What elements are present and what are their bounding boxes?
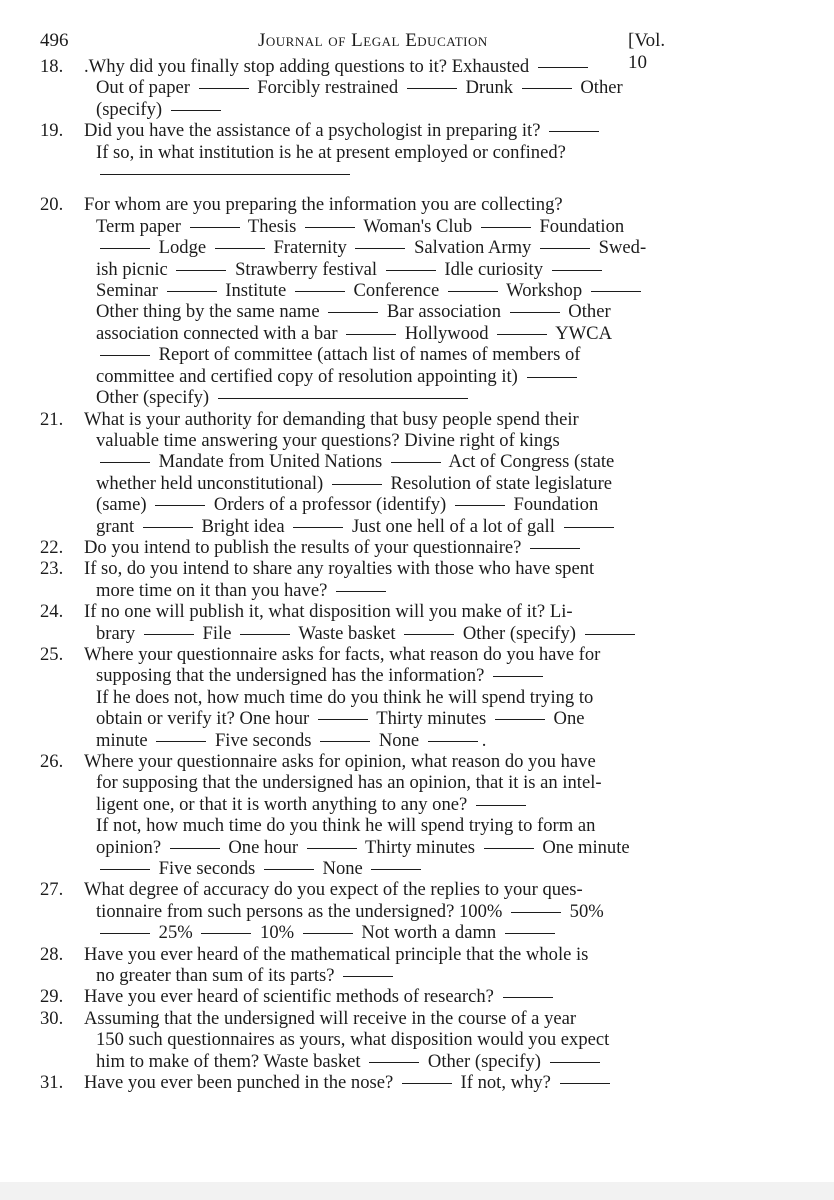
text-line [84, 430, 684, 451]
text-line [84, 901, 684, 922]
answer-blank [143, 527, 193, 528]
question-item [40, 644, 684, 751]
text-run: Bar association [382, 301, 506, 323]
page-footer-strip [0, 1182, 834, 1200]
answer-blank [391, 462, 441, 463]
text-line [84, 259, 684, 280]
text-run: What degree of accuracy do you expect of the replies to your ques- [84, 879, 583, 901]
text-line [84, 120, 684, 141]
answer-blank [371, 869, 421, 870]
text-line [84, 772, 684, 793]
text-run: (same) [96, 494, 152, 516]
text-run: Conference [348, 280, 444, 302]
answer-blank [305, 227, 355, 228]
text-run: Drunk [460, 77, 518, 99]
section-gap [40, 184, 684, 194]
text-line [84, 473, 684, 494]
question-item [40, 944, 684, 987]
answer-blank [190, 227, 240, 228]
text-run: None [317, 858, 368, 880]
answer-blank [510, 312, 560, 313]
text-run: Strawberry festival [230, 258, 382, 280]
text-run: ish picnic [96, 258, 173, 280]
question-number: 25. [40, 643, 64, 665]
answer-blank [484, 848, 534, 849]
journal-title: Journal of Legal Education [258, 30, 488, 51]
text-run: Five seconds [154, 858, 260, 880]
question-number: 22. [40, 536, 64, 558]
question-text [84, 1008, 684, 1072]
text-run: (specify) [96, 98, 167, 120]
text-run: supposing that the undersigned has the information? [96, 665, 489, 687]
text-run: Other [563, 301, 611, 323]
answer-blank [493, 676, 543, 677]
text-run: One [548, 708, 585, 730]
text-run: None [374, 729, 424, 751]
text-run: association connected with a bar [96, 322, 343, 344]
answer-blank [503, 997, 553, 998]
text-line [84, 623, 684, 644]
text-run: Where your questionnaire asks for opinion, what reason do you have [84, 751, 596, 772]
answer-blank [386, 270, 436, 271]
answer-blank [155, 505, 205, 506]
text-run: Other (specify) [458, 622, 581, 644]
text-run: Forcibly restrained [252, 77, 403, 99]
question-text [84, 986, 684, 1007]
text-run: Mandate from United Nations [154, 451, 387, 473]
text-run: Five seconds [210, 729, 317, 751]
text-line [84, 280, 684, 301]
question-text [84, 879, 684, 943]
answer-blank [328, 312, 378, 313]
answer-blank [448, 291, 498, 292]
answer-blank [505, 933, 555, 934]
text-run: .Why did you finally stop adding questions to it? Exhausted [84, 56, 534, 77]
text-line [84, 580, 684, 601]
answer-blank [100, 933, 150, 934]
text-line [84, 815, 684, 836]
answer-blank [264, 869, 314, 870]
question-item [40, 1008, 684, 1072]
question-item [40, 120, 684, 184]
text-run: Act of Congress (state [444, 451, 615, 473]
answer-blank [343, 976, 393, 977]
questionnaire-list [40, 56, 684, 1094]
answer-blank [564, 527, 614, 528]
question-item [40, 56, 684, 120]
text-run: Swed- [593, 237, 647, 259]
text-run: Idle curiosity [439, 258, 548, 280]
text-run: What is your authority for demanding that busy people spend their [84, 408, 579, 430]
text-line [84, 1029, 684, 1050]
text-line [84, 879, 684, 900]
text-line [84, 216, 684, 237]
question-number: 27. [40, 879, 64, 901]
answer-blank [215, 248, 265, 249]
text-run: Woman's Club [359, 215, 477, 237]
answer-blank [476, 805, 526, 806]
text-run: Not worth a damn [356, 922, 501, 944]
question-item [40, 601, 684, 644]
answer-blank [549, 131, 599, 132]
question-number: 20. [40, 194, 64, 216]
text-run: If no one will publish it, what disposition will you make of it? Li- [84, 601, 573, 623]
question-item [40, 879, 684, 943]
text-run: Other [575, 77, 623, 99]
text-run: obtain or verify it? One hour [96, 708, 314, 730]
answer-blank [332, 484, 382, 485]
text-run: valuable time answering your questions? Divine right of kings [96, 429, 560, 451]
text-run: For whom are you preparing the information you are collecting? [84, 194, 563, 216]
text-line [84, 516, 684, 537]
answer-blank [455, 505, 505, 506]
text-line [84, 794, 684, 815]
text-line [84, 858, 684, 879]
text-line [84, 1008, 684, 1029]
answer-blank [156, 741, 206, 742]
text-line [84, 409, 684, 430]
question-item [40, 409, 684, 537]
answer-blank [318, 719, 368, 720]
text-run: If so, do you intend to share any royalties with those who have spent [84, 558, 595, 580]
answer-blank [303, 933, 353, 934]
question-number: 31. [40, 1072, 64, 1094]
answer-blank [550, 1062, 600, 1063]
question-text [84, 537, 684, 558]
text-run: Report of committee (attach list of names of members of [154, 344, 581, 366]
volume-label: [Vol. 10 [628, 30, 666, 73]
text-line [84, 77, 684, 98]
text-run: If so, in what institution is he at present employed or confined? [96, 141, 566, 163]
text-run: 25% [154, 922, 198, 944]
text-line [84, 1072, 684, 1093]
question-item [40, 751, 684, 879]
answer-blank [176, 270, 226, 271]
answer-blank [527, 377, 577, 378]
text-run: One hour [223, 836, 303, 858]
text-run: Thesis [243, 215, 302, 237]
text-run: Have you ever heard of scientific methods of research? [84, 986, 499, 1008]
text-line [84, 56, 684, 77]
answer-blank [167, 291, 217, 292]
text-run: Foundation [534, 215, 625, 237]
text-run: ligent one, or that it is worth anything to any one? [96, 793, 472, 815]
question-item [40, 986, 684, 1007]
answer-blank [293, 527, 343, 528]
answer-blank [481, 227, 531, 228]
answer-blank [240, 634, 290, 635]
answer-blank [552, 270, 602, 271]
answer-blank [307, 848, 357, 849]
answer-blank [404, 634, 454, 635]
text-run: . [481, 729, 487, 751]
answer-blank [100, 355, 150, 356]
answer-blank [560, 1083, 610, 1084]
answer-blank [171, 110, 221, 111]
text-run: Hollywood [400, 322, 494, 344]
text-run: Fraternity [268, 237, 352, 259]
text-run: Term paper [96, 215, 186, 237]
text-run: Assuming that the undersigned will receive in the course of a year [84, 1007, 577, 1029]
text-run: Where your questionnaire asks for facts, what reason do you have for [84, 643, 601, 665]
text-run: Do you intend to publish the results of your questionnaire? [84, 536, 527, 558]
text-run: Salvation Army [409, 237, 536, 259]
answer-blank [585, 634, 635, 635]
question-text [84, 644, 684, 751]
text-run: no greater than sum of its parts? [96, 965, 340, 987]
answer-blank [100, 174, 350, 175]
answer-blank [407, 88, 457, 89]
text-run: Seminar [96, 280, 163, 302]
text-line [84, 1051, 684, 1072]
text-run: Thirty minutes [371, 708, 491, 730]
answer-blank [530, 548, 580, 549]
text-line [84, 601, 684, 622]
question-item [40, 1072, 684, 1093]
text-run: him to make of them? Waste basket [96, 1050, 366, 1072]
question-text [84, 944, 684, 987]
question-text [84, 558, 684, 601]
text-line [84, 163, 684, 184]
text-run: Lodge [154, 237, 211, 259]
text-line [84, 537, 684, 558]
text-run: 50% [565, 900, 604, 922]
text-line [84, 99, 684, 120]
text-line [84, 708, 684, 729]
answer-blank [295, 291, 345, 292]
text-run: Other thing by the same name [96, 301, 325, 323]
text-line [84, 142, 684, 163]
text-line [84, 323, 684, 344]
text-run: tionnaire from such persons as the undersigned? 100% [96, 900, 508, 922]
text-run: Resolution of state legislature [385, 472, 613, 494]
text-run: Bright idea [196, 515, 290, 537]
text-line [84, 237, 684, 258]
question-text [84, 56, 684, 120]
text-run: One minute [537, 836, 630, 858]
question-number: 24. [40, 601, 64, 623]
text-line [84, 965, 684, 986]
text-line [84, 344, 684, 365]
question-number: 19. [40, 120, 64, 142]
text-line [84, 730, 684, 751]
question-number: 30. [40, 1007, 64, 1029]
question-number: 18. [40, 56, 64, 77]
question-number: 21. [40, 408, 64, 430]
text-line [84, 687, 684, 708]
question-item [40, 537, 684, 558]
answer-blank [369, 1062, 419, 1063]
question-text [84, 751, 684, 879]
text-run: Workshop [501, 280, 587, 302]
text-run: Institute [220, 280, 291, 302]
answer-blank [336, 591, 386, 592]
question-number: 23. [40, 558, 64, 580]
answer-blank [100, 248, 150, 249]
text-run: opinion? [96, 836, 166, 858]
question-text [84, 194, 684, 408]
text-run: whether held unconstitutional) [96, 472, 328, 494]
text-run: Waste basket [294, 622, 401, 644]
answer-blank [201, 933, 251, 934]
text-line [84, 837, 684, 858]
answer-blank [540, 248, 590, 249]
text-line [84, 558, 684, 579]
answer-blank [100, 869, 150, 870]
text-run: Thirty minutes [360, 836, 480, 858]
text-run: for supposing that the undersigned has an opinion, that it is an intel- [96, 772, 602, 794]
answer-blank [511, 912, 561, 913]
text-line [84, 986, 684, 1007]
text-run: If not, why? [455, 1072, 556, 1094]
answer-blank [100, 462, 150, 463]
answer-blank [355, 248, 405, 249]
answer-blank [144, 634, 194, 635]
answer-blank [428, 741, 478, 742]
question-text [84, 409, 684, 537]
text-run: minute [96, 729, 153, 751]
answer-blank [402, 1083, 452, 1084]
text-run: 150 such questionnaires as yours, what disposition would you expect [96, 1029, 610, 1051]
text-run: Out of paper [96, 77, 195, 99]
question-text [84, 601, 684, 644]
text-run: Did you have the assistance of a psychologist in preparing it? [84, 120, 546, 142]
text-line [84, 944, 684, 965]
answer-blank [495, 719, 545, 720]
text-line [84, 366, 684, 387]
question-text [84, 1072, 684, 1093]
page-number: 496 [40, 30, 69, 51]
text-line [84, 301, 684, 322]
text-run: Other (specify) [96, 387, 214, 409]
answer-blank [320, 741, 370, 742]
text-run: If not, how much time do you think he will spend trying to form an [96, 815, 596, 837]
answer-blank [497, 334, 547, 335]
question-number: 29. [40, 986, 64, 1008]
text-run: If he does not, how much time do you think he will spend trying to [96, 686, 594, 708]
text-run: Have you ever heard of the mathematical principle that the whole is [84, 943, 589, 965]
text-line [84, 494, 684, 515]
text-run: Just one hell of a lot of gall [347, 515, 560, 537]
answer-blank [538, 67, 588, 68]
text-run: File [197, 622, 237, 644]
question-number: 26. [40, 751, 64, 772]
text-run: Foundation [508, 494, 599, 516]
text-run: brary [96, 622, 140, 644]
text-run: more time on it than you have? [96, 579, 332, 601]
text-run: grant [96, 515, 139, 537]
answer-blank [522, 88, 572, 89]
text-run: Have you ever been punched in the nose? [84, 1072, 398, 1094]
question-text [84, 120, 684, 184]
text-line [84, 387, 684, 408]
question-item [40, 558, 684, 601]
answer-blank [218, 398, 468, 399]
answer-blank [591, 291, 641, 292]
text-line [84, 751, 684, 772]
text-run: 10% [255, 922, 299, 944]
question-item [40, 194, 684, 408]
question-number: 28. [40, 943, 64, 965]
text-line [84, 644, 684, 665]
text-run: YWCA [551, 322, 613, 344]
text-line [84, 665, 684, 686]
answer-blank [199, 88, 249, 89]
text-run: Orders of a professor (identify) [209, 494, 451, 516]
text-line [84, 451, 684, 472]
text-line [84, 194, 684, 215]
text-line [84, 922, 684, 943]
text-run: Other (specify) [423, 1050, 546, 1072]
answer-blank [346, 334, 396, 335]
answer-blank [170, 848, 220, 849]
text-run: committee and certified copy of resolution appointing it) [96, 365, 523, 387]
